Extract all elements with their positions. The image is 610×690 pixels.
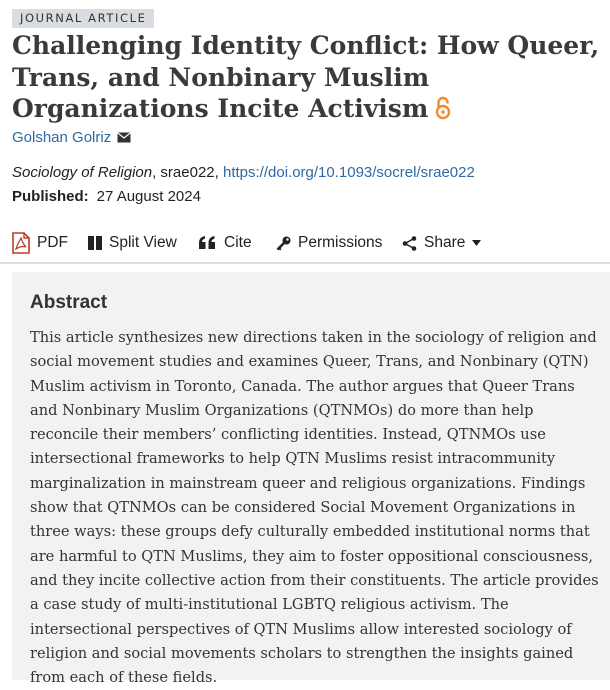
article-title bbox=[12, 30, 602, 128]
split-view-icon bbox=[88, 236, 102, 250]
citation-line bbox=[12, 163, 475, 183]
permissions-label: Permissions bbox=[298, 234, 383, 251]
share-dropdown[interactable] bbox=[402, 232, 481, 254]
author-link[interactable]: Golshan Golriz bbox=[12, 129, 112, 146]
published-date: 27 August 2024 bbox=[96, 188, 201, 205]
share-label: Share bbox=[424, 234, 466, 251]
envelope-icon[interactable] bbox=[117, 129, 131, 149]
abstract-body: This article synthesizes new directions taken in the sociology of religion and social movement studies and examines Queer, Trans, and Nonbinary (QTN) Muslim activism in Toronto, Canada. The author argues that Queer Trans and Nonbinary Muslim Organizations (QTNMOs) do more than help reconcile their members’ conflicting identities. Instead, QTNMOs use intersectional frameworks to help QTN Muslims resist intracommunity marginalization in mainstream queer and religious organizations. Findings show that QTNMOs can be considered Social Movement Organizations in three ways: these groups defy culturally embedded institutional norms that are harmful to QTN Muslims, they aim to foster oppositional consciousness, and they incite collective action from their constituents. The article provides a case study of multi-institutional LGBTQ religious activism. The intersectional perspectives of QTN Muslims allow interested sociology of religion and social movements scholars to strengthen the insights gained from each of these fields. bbox=[30, 329, 599, 687]
journal-name: Sociology of Religion bbox=[12, 164, 153, 181]
pdf-button[interactable] bbox=[12, 232, 68, 254]
caret-down-icon bbox=[472, 240, 481, 247]
permissions-button[interactable] bbox=[276, 232, 382, 254]
article-title-text: Challenging Identity Conflict: How Queer, Trans, and Nonbinary Muslim Organizations Incite Activism bbox=[12, 31, 600, 123]
doi-link[interactable]: https://doi.org/10.1093/socrel/srae022 bbox=[222, 164, 475, 181]
quote-icon bbox=[199, 236, 217, 250]
article-type-badge: JOURNAL ARTICLE bbox=[12, 9, 154, 28]
published-label: Published: bbox=[12, 188, 89, 205]
article-id: , srae022, bbox=[152, 164, 223, 181]
split-view-button[interactable] bbox=[88, 232, 177, 254]
pdf-icon bbox=[12, 232, 30, 254]
cite-button[interactable] bbox=[199, 232, 252, 254]
key-icon bbox=[276, 236, 291, 251]
share-icon bbox=[402, 236, 417, 251]
split-view-label: Split View bbox=[109, 234, 177, 251]
open-lock-icon bbox=[434, 96, 452, 128]
published-line bbox=[12, 187, 201, 207]
abstract-section bbox=[12, 272, 610, 687]
article-toolbar bbox=[0, 228, 610, 264]
cite-label: Cite bbox=[224, 234, 252, 251]
abstract-heading: Abstract bbox=[30, 292, 108, 313]
pdf-label: PDF bbox=[37, 234, 68, 251]
author-row bbox=[12, 128, 131, 149]
